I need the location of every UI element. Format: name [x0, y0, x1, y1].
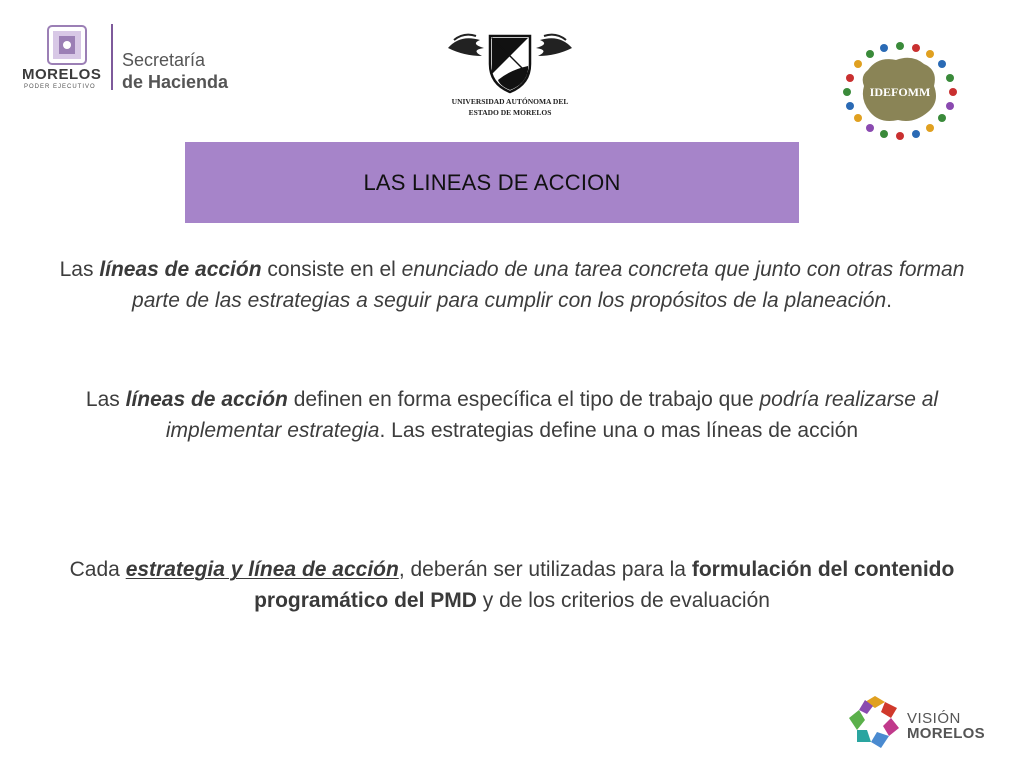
p2-text-e: . Las estrategias define una o mas líneas de acción — [379, 419, 859, 442]
morelos-word: MORELOS — [907, 725, 985, 742]
p1-text-a: Las — [59, 258, 100, 281]
idefomm-label: IDEFOMM — [869, 85, 931, 99]
title-banner — [185, 142, 799, 223]
p1-text-e: . — [886, 289, 892, 312]
morelos-crest-icon — [44, 24, 90, 66]
poder-ejecutivo-text: PODER EJECUTIVO — [24, 84, 96, 90]
paragraph-specific — [50, 384, 974, 446]
p2-text-a: Las — [85, 388, 126, 411]
de-hacienda-text: de Hacienda — [122, 72, 229, 92]
p1-text-c: consiste en el — [261, 258, 402, 281]
secretaria-text: Secretaría — [122, 50, 206, 70]
p3-text-c: , deberán ser utilizadas para la — [398, 558, 692, 581]
p1-term: líneas de acción — [99, 258, 262, 281]
paragraph-usage — [50, 554, 974, 616]
p2-term: líneas de acción — [125, 388, 288, 411]
slide-title: LAS LINEAS DE ACCION — [363, 169, 621, 195]
p3-text-e: y de los criterios de evaluación — [476, 589, 770, 612]
p3-text-a: Cada — [69, 558, 126, 581]
p2-text-c: definen en forma específica el tipo de trabajo que — [287, 388, 760, 411]
vision-morelos-logo — [845, 692, 1005, 754]
morelos-logo-word: MORELOS — [22, 66, 102, 83]
p3-term: estrategia y línea de acción — [125, 558, 399, 581]
morelos-hacienda-logo — [18, 22, 248, 94]
uaem-shield-icon — [440, 30, 580, 94]
p1-italic: enunciado de una tarea concreta que junto con otras forman parte de las estrategias a seguir para cumplir con los propósitos de la planeación — [132, 258, 965, 312]
idefomm-logo — [838, 40, 963, 142]
paragraph-definition — [50, 254, 974, 316]
logo-divider — [111, 24, 113, 90]
p2-italic: podría realizarse al implementar estrategia — [165, 388, 939, 442]
vision-hexagon-icon — [845, 692, 905, 754]
vision-word: VISIÓN — [907, 710, 961, 727]
uaem-logo — [440, 30, 585, 122]
p3-bold: formulación del contenido programático del PMD — [254, 558, 955, 612]
uaem-name-line1: UNIVERSIDAD AUTÓNOMA DEL — [451, 97, 569, 106]
uaem-name-line2: ESTADO DE MORELOS — [468, 108, 552, 117]
